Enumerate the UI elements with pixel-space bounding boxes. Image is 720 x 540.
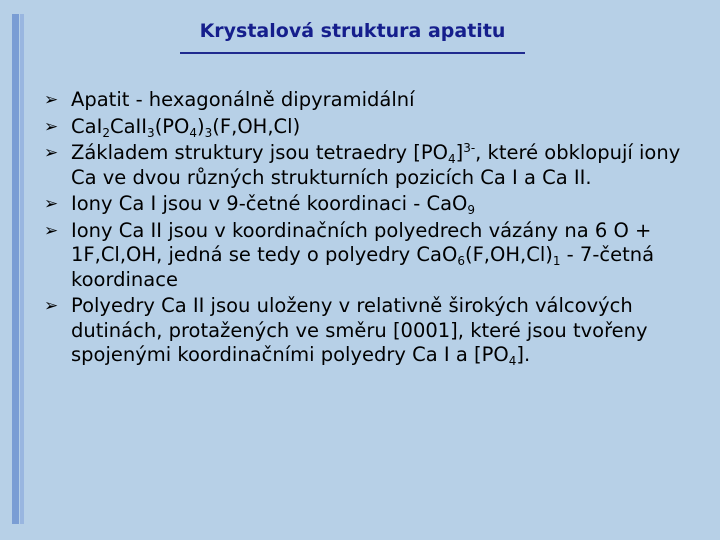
title-box xyxy=(180,14,525,54)
bullet-item-6: ➢ Polyedry Ca II jsou uloženy v relativně širokých válcových dutinách, protažených ve směru [0001], které jsou tvořeny spojenými koordinačními polyedry Ca I a $[PO_4]$. xyxy=(44,294,648,368)
arrow-bullet-icon: ➢ xyxy=(44,296,59,316)
arrow-bullet-icon: ➢ xyxy=(44,220,59,241)
bullet-item-3: ➢ Základem struktury jsou tetraedry $[PO_4]^{3-}$, které obklopují iony Ca ve dvou různých strukturních pozicích Ca I a Ca II. xyxy=(44,141,681,189)
bullet-item-2: ➢ $CaI_2CaII_3(PO_4)_3(F,OH,Cl)$ xyxy=(44,114,301,140)
arrow-bullet-icon: ➢ xyxy=(44,194,59,214)
arrow-bullet-icon: ➢ xyxy=(44,90,59,110)
bullet-item-5: ➢ Iony Ca II jsou v koordinačních polyedrech vázány na 6 O + 1F,Cl,OH, jedná se tedy o polyedry $CaO_6(F,OH,Cl)_1$ - 7-četná koordinace xyxy=(44,218,655,291)
arrow-bullet-icon: ➢ xyxy=(44,143,59,163)
bullet-list xyxy=(44,88,704,370)
arrow-bullet-icon: ➢ xyxy=(44,116,59,137)
left-accent-bar-inner xyxy=(20,14,24,524)
bullet-item-1: ➢ Apatit - hexagonálně dipyramidální xyxy=(44,88,415,111)
left-accent-bar xyxy=(12,14,19,524)
slide-title: Krystalová struktura apatitu xyxy=(199,20,506,42)
bullet-item-4: ➢ Iony Ca I jsou v 9-četné koordinaci - CaO$_9$ xyxy=(44,192,476,217)
